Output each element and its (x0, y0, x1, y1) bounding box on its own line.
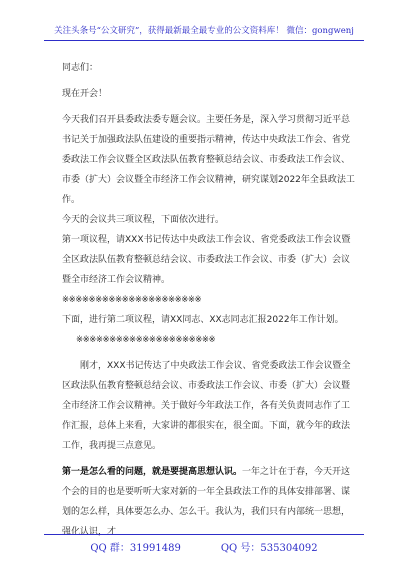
paragraph-first-item: 第一项议程，请XXX书记传达中央政法工作会议、省党委政法工作会议暨全区政法队伍教育整顿总结会议、市委政法工作会议、市委（扩大）会议暨全市经济工作会议精神。 (62, 235, 351, 285)
point-one-heading: 第一是怎么看的问题，就是要提高思想认识。 (62, 467, 243, 477)
document-body (62, 58, 358, 542)
footer-qq-number: QQ 号：535304092 (220, 543, 318, 554)
page-footer (44, 534, 364, 554)
paragraph-second-item: 下面，进行第二项议程，请XX同志、XX志同志汇报2022年工作计划。 (62, 315, 344, 325)
point-one-text: 一年之计在于春，今天开这个会的目的也是要听听大家对新的一年全县政法工作的具体安排部署、谋划的怎么样，具体要怎么办、怎么干。我认为，我们只有内部统一思想，强化认识，才 (62, 467, 351, 537)
separator-stars: ※※※※※※※※※※※※※※※※※※※※※ (76, 335, 216, 345)
opening-line: 现在开会！ (62, 89, 108, 99)
salutation: 同志们： (62, 63, 99, 73)
footer-qq-group: QQ 群：31991489 (90, 543, 181, 554)
paragraph-meeting-intro: 今天我们召开县委政法委专题会议。主要任务是，深入学习贯彻习近平总书记关于加强政法队伍建设的重要指示精神，传达中央政法工作会、省党委政法工作会议暨全区政法队伍教育整顿总结会议、市委政法工作会议、市委（扩大）会议暨全市经济工作会议精神，研究谋划2022年全县政法工作。 (62, 115, 355, 205)
page-header: 关注头条号“公文研究”，获得最新最全最专业的公文资料库！ 微信：gongwenj (44, 24, 364, 41)
paragraph-point-one (62, 462, 358, 542)
paragraph-summary: 刚才，XXX书记传达了中央政法工作会议、省党委政法工作会议暨全区政法队伍教育整顿总结会议、市委政法工作会议、市委（扩大）会议暨全市经济工作会议精神。关于做好今年政法工作，各有关负责同志作了工作汇报，总体上来看，大家讲的都很实在，很全面。下面，就今年的政法工作，我再提三点意见。 (62, 361, 351, 451)
separator-stars: ※※※※※※※※※※※※※※※※※※※※※ (62, 295, 202, 305)
paragraph-agenda: 今天的会议共三项议程，下面依次进行。 (62, 215, 225, 225)
